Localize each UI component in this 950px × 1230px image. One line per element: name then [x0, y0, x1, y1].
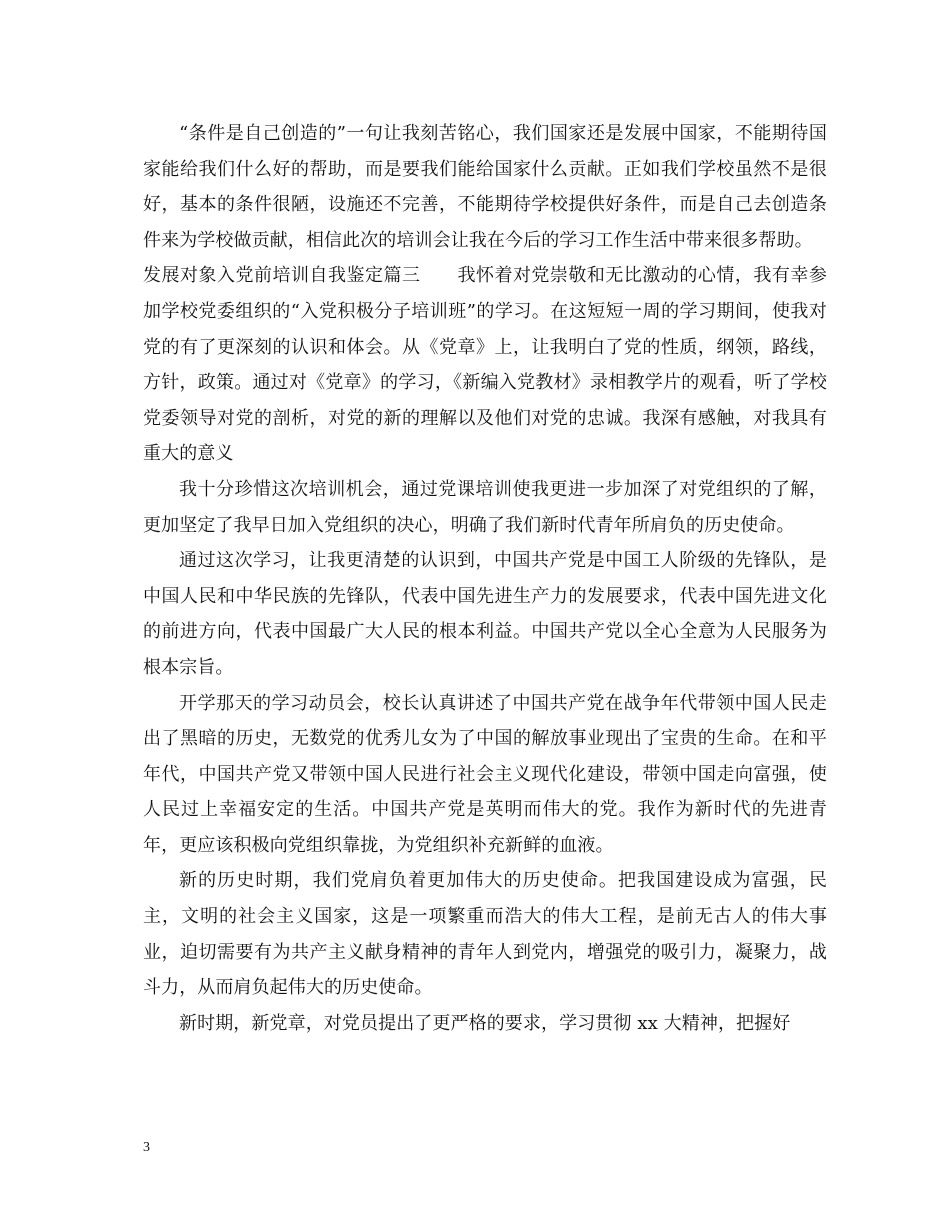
paragraph-2: 发展对象入党前培训自我鉴定篇三 我怀着对党崇敬和无比激动的心情，我有幸参加学校党委组织的“入党积极分子培训班”的学习。在这短短一周的学习期间，使我对党的有了更深刻的认识和体会。从《党章》上，让我明白了党的性质，纲领，路线，方针，政策。通过对《党章》的学习，《新编入党教材》录相教学片的观看，听了学校党委领导对党的剖析，对党的新的理解以及他们对党的忠诚。我深有感触，对我具有重大的意义 — [143, 265, 827, 465]
paragraph-4: 通过这次学习，让我更清楚的认识到，中国共产党是中国工人阶级的先锋队，是中国人民和中华民族的先锋队，代表中国先进生产力的发展要求，代表中国先进文化的前进方向，代表中国最广大人民的根本利益。中国共产党以全心全意为人民服务为根本宗旨。 — [143, 550, 827, 678]
paragraph-3: 我十分珍惜这次培训机会，通过党课培训使我更进一步加深了对党组织的了解，更加坚定了我早日加入党组织的决心，明确了我们新时代青年所肩负的历史使命。 — [143, 478, 827, 536]
paragraph-7: 新时期，新党章，对党员提出了更严格的要求，学习贯彻 xx 大精神，把握好 — [179, 1012, 791, 1034]
paragraph-6: 新的历史时期，我们党肩负着更加伟大的历史使命。把我国建设成为富强，民主，文明的社会主义国家，这是一项繁重而浩大的伟大工程，是前无古人的伟大事业，迫切需要有为共产主义献身精神的青年人到党内，增强党的吸引力，凝聚力，战斗力，从而肩负起伟大的历史使命。 — [143, 870, 827, 999]
paragraph-5: 开学那天的学习动员会，校长认真讲述了中国共产党在战争年代带领中国人民走出了黑暗的历史，无数党的优秀儿女为了中国的解放事业现出了宝贵的生命。在和平年代，中国共产党又带领中国人民进行社会主义现代化建设，带领中国走向富强，使人民过上幸福安定的生活。中国共产党是英明而伟大的党。我作为新时代的先进青年，更应该积极向党组织靠拢，为党组织补充新鲜的血液。 — [143, 692, 827, 856]
page-number: 3 — [143, 1140, 150, 1155]
paragraph-1: “条件是自己创造的”一句让我刻苦铭心，我们国家还是发展中国家，不能期待国家能给我们什么好的帮助，而是要我们能给国家什么贡献。正如我们学校虽然不是很好，基本的条件很陋，设施还不完善，不能期待学校提供好条件，而是自己去创造条件来为学校做贡献，相信此次的培训会让我在今后的学习工作生活中带来很多帮助。 — [143, 123, 827, 251]
document-body — [143, 116, 827, 1041]
